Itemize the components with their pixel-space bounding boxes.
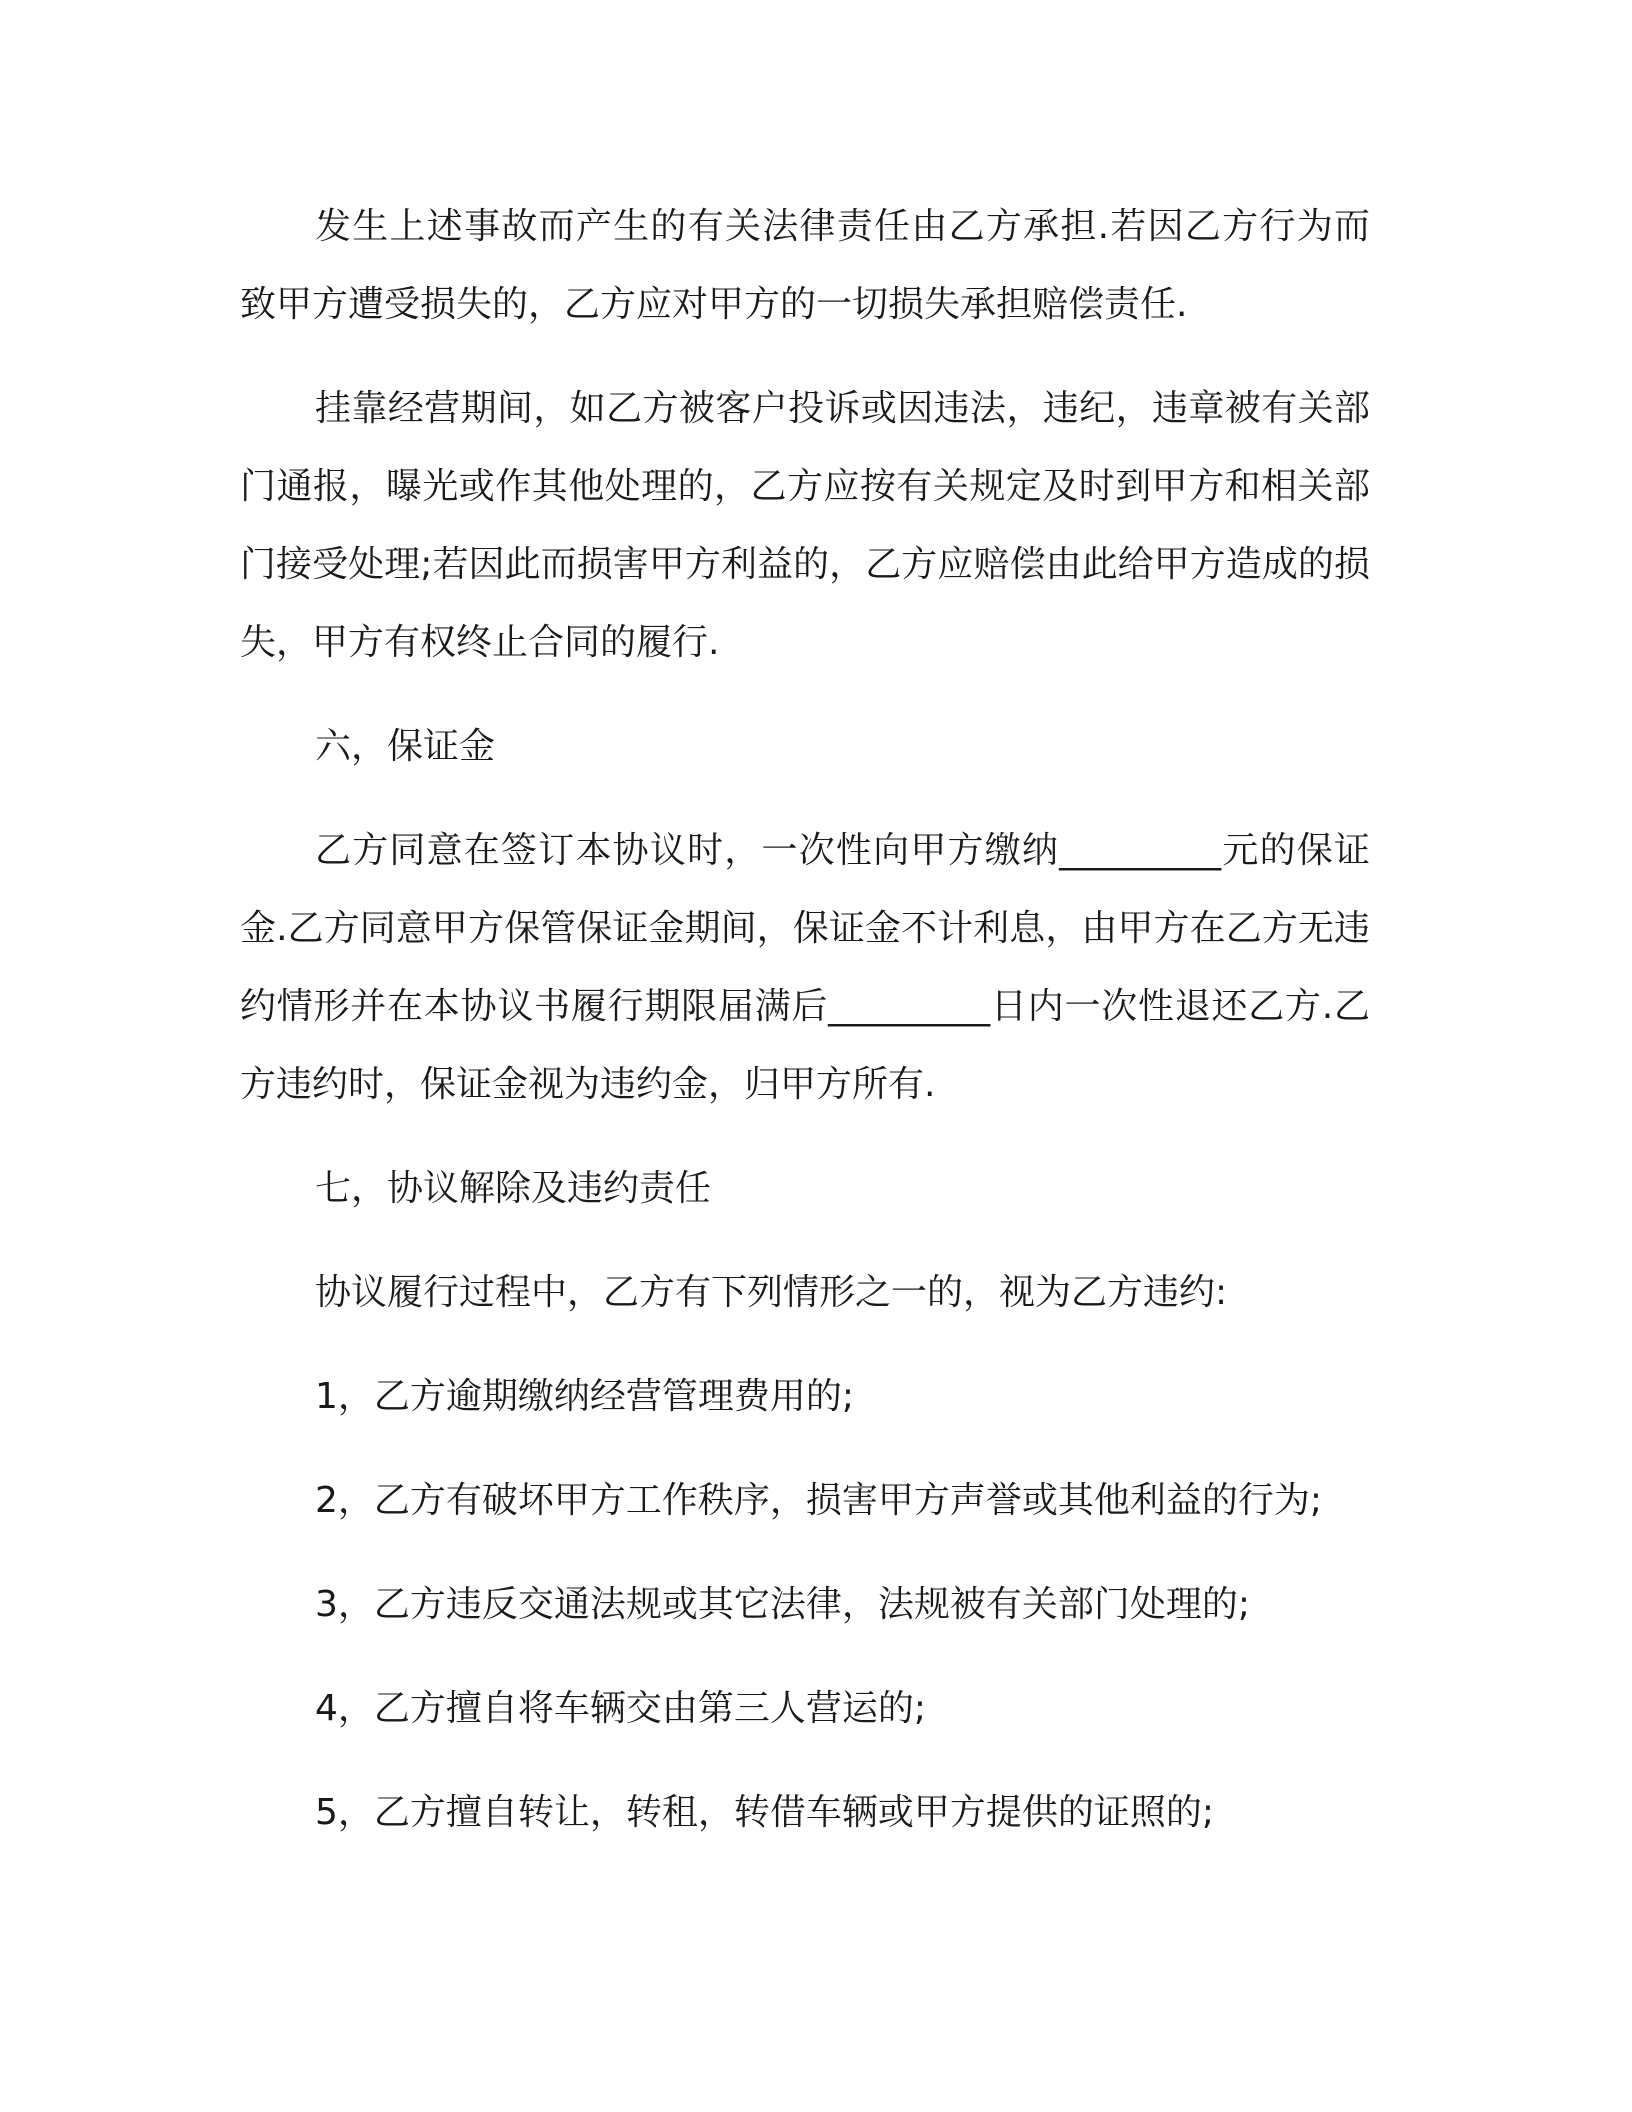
- document-body: [240, 188, 1370, 1878]
- paragraph-affiliation-violation: 挂靠经营期间，如乙方被客户投诉或因违法，违纪，违章被有关部门通报，曝光或作其他处理的，乙方应按有关规定及时到甲方和相关部门接受处理;若因此而损害甲方利益的，乙方应赔偿由此给甲方造成的损失，甲方有权终止合同的履行.: [240, 388, 1370, 663]
- list-item-breach-4: 4，乙方擅自将车辆交由第三人营运的;: [315, 1688, 927, 1729]
- list-item-breach-1: 1，乙方逾期缴纳经营管理费用的;: [315, 1376, 855, 1417]
- list-item-breach-2: 2，乙方有破坏甲方工作秩序，损害甲方声誉或其他利益的行为;: [315, 1480, 1323, 1521]
- section-heading-termination-breach: 七，协议解除及违约责任: [315, 1168, 712, 1209]
- paragraph-accident-liability: 发生上述事故而产生的有关法律责任由乙方承担.若因乙方行为而致甲方遭受损失的，乙方应对甲方的一切损失承担赔偿责任.: [240, 206, 1370, 325]
- list-item-breach-3: 3，乙方违反交通法规或其它法律，法规被有关部门处理的;: [315, 1584, 1251, 1625]
- section-heading-deposit: 六，保证金: [315, 726, 496, 767]
- paragraph-deposit-terms: 乙方同意在签订本协议时，一次性向甲方缴纳_________元的保证金.乙方同意甲方保管保证金期间，保证金不计利息，由甲方在乙方无违约情形并在本协议书履行期限届满后_________日内一次性退还乙方.乙方违约时，保证金视为违约金，归甲方所有.: [240, 830, 1370, 1105]
- paragraph-breach-intro: 协议履行过程中，乙方有下列情形之一的，视为乙方违约:: [315, 1272, 1228, 1313]
- list-item-breach-5: 5，乙方擅自转让，转租，转借车辆或甲方提供的证照的;: [315, 1792, 1215, 1833]
